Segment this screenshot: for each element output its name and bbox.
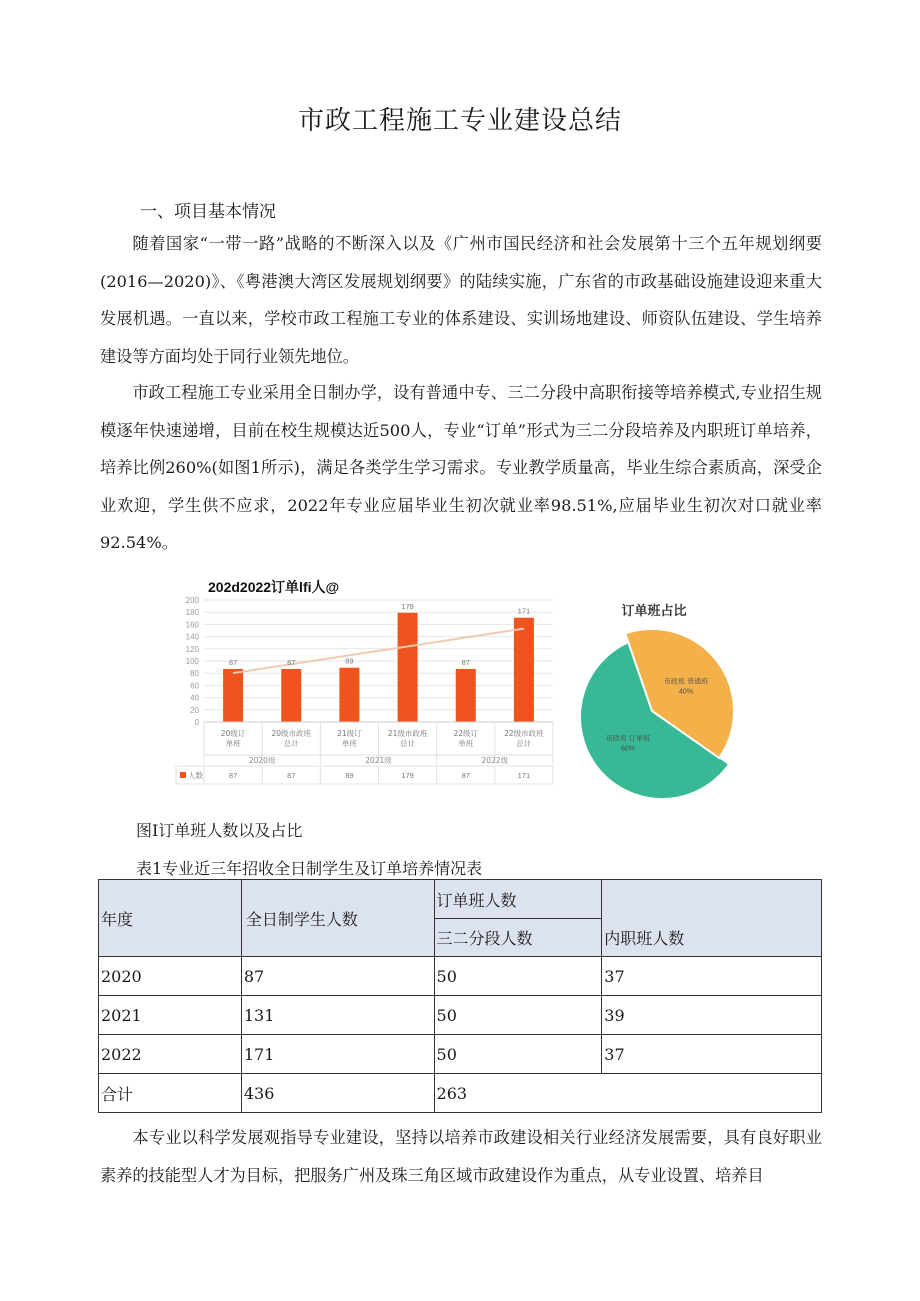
data-table-value: 171 [517,771,531,780]
bar-chart-title: 202d2022订单lfi人@ [208,579,340,595]
enrollment-table [98,879,822,1113]
y-tick-label: 20 [190,705,199,715]
y-tick-label: 180 [185,608,199,618]
cell-year: 2020 [99,957,242,996]
y-tick-label: 80 [190,669,199,679]
trendline [233,629,524,673]
data-table-value: 87 [228,771,238,780]
x-group-label: 2020级 [248,756,276,765]
y-tick-label: 40 [190,693,199,703]
paragraph-background: 随着国家“一带一路”战略的不断深入以及《广州市国民经济和社会发展第十三个五年规划纲要(2016—2020)》、《粤港澳大湾区发展规划纲要》的陆续实施，广东省的市政基础设施建设迎来重大发展机遇。一直以来，学校市政工程施工专业的体系建设、实训场地建设、师资队伍建设、学生培养建设等方面均处于同行业领先地位。 [100,234,822,366]
y-tick-label: 200 [185,596,199,605]
y-tick-label: 0 [194,718,199,727]
y-tick-label: 120 [185,644,199,654]
paragraph-enrollment: 市政工程施工专业采用全日制办学，设有普通中专、三二分段中高职衔接等培养模式,专业招生规模逐年快速递增，目前在校生规模达近500人，专业“订单”形式为三二分段培养及内职班订单培养，培养比例260%(如图1所示)，满足各类学生学习需求。专业教学质量高，毕业生综合素质高，深受企业欢迎，学生供不应求，2022年专业应届毕业生初次就业率98.51%,应届毕业生初次对口就业率92.54%。 [100,383,822,552]
data-table-value: 87 [287,771,296,780]
header-year: 年度 [99,880,242,957]
order-class-bar-chart [170,570,555,800]
pie-slice-percent: 40% [679,688,694,696]
bar-data-label: 87 [461,657,470,667]
x-group-label: 2022级 [481,756,509,765]
header-32: 三二分段人数 [434,919,602,957]
cell-32: 50 [434,957,602,996]
pie-slice-label: 市政班 订单班 [605,734,651,743]
y-tick-label: 100 [185,657,199,666]
table-caption: 表1专业近三年招收全日制学生及订单培养情况表 [136,859,483,878]
section-heading: 一、项目基本情况 [140,202,276,222]
cell-total-fulltime: 436 [241,1074,434,1113]
x-category-label: 22级市政班总计 [504,729,544,748]
cell-fulltime: 87 [241,957,434,996]
table-row-total [99,1074,822,1113]
x-category-label: 21级市政班总计 [387,729,428,748]
x-category-label: 21级订单班 [337,729,362,748]
cell-total-order: 263 [434,1074,821,1113]
data-table-value: 87 [461,771,470,780]
bar [398,613,418,722]
pie-chart-title: 订单班占比 [621,603,687,618]
bar-data-label: 87 [287,657,296,667]
cell-inner: 37 [602,1035,822,1074]
y-tick-label: 160 [185,620,199,630]
bar [514,618,534,722]
bar-data-label: 171 [517,606,531,616]
table-row [99,996,822,1035]
figure-caption: 图I订单班人数以及占比 [136,821,303,840]
cell-inner: 37 [602,957,822,996]
cell-total-label: 合计 [99,1074,242,1113]
table-row [99,1035,822,1074]
bar [456,669,476,722]
bar [223,669,243,722]
y-tick-label: 140 [185,632,199,642]
page-title: 市政工程施工专业建设总结 [297,106,622,136]
cell-32: 50 [434,996,602,1035]
data-table-value: 179 [401,771,414,780]
table-row [99,957,822,996]
cell-inner: 39 [602,996,822,1035]
x-group-label: 2021级 [365,756,392,765]
cell-fulltime: 171 [241,1035,434,1074]
cell-year: 2021 [99,996,242,1035]
cell-32: 50 [434,1035,602,1074]
header-empty [602,880,822,919]
pie-slice-label: 市政班 普通班 [663,677,709,686]
bar-data-label: 87 [228,657,238,667]
bar [339,668,359,722]
x-category-label: 20级订单班 [220,729,246,748]
header-fulltime: 全日制学生人数 [241,880,434,957]
bar [281,669,301,722]
bar-data-label: 179 [401,601,414,611]
x-category-label: 22级订单班 [453,729,479,748]
header-order-class: 订单班人数 [434,880,602,919]
bar-data-label: 89 [345,656,354,666]
pie-slice-percent: 60% [620,745,635,753]
paragraph-guidance: 本专业以科学发展观指导专业建设，坚持以培养市政建设相关行业经济发展需要，具有良好职业素养的技能型人才为目标，把服务广州及珠三角区域市政建设作为重点，从专业设置、培养目 [100,1128,822,1185]
header-inner: 内职班人数 [602,919,822,957]
x-category-label: 20级市政班总计 [271,729,312,748]
cell-fulltime: 131 [241,996,434,1035]
legend-label: 人数 [188,771,203,780]
order-class-pie-chart [558,593,753,803]
data-table-value: 89 [345,771,354,780]
legend-swatch [180,772,186,778]
y-tick-label: 60 [190,681,199,691]
cell-year: 2022 [99,1035,242,1074]
